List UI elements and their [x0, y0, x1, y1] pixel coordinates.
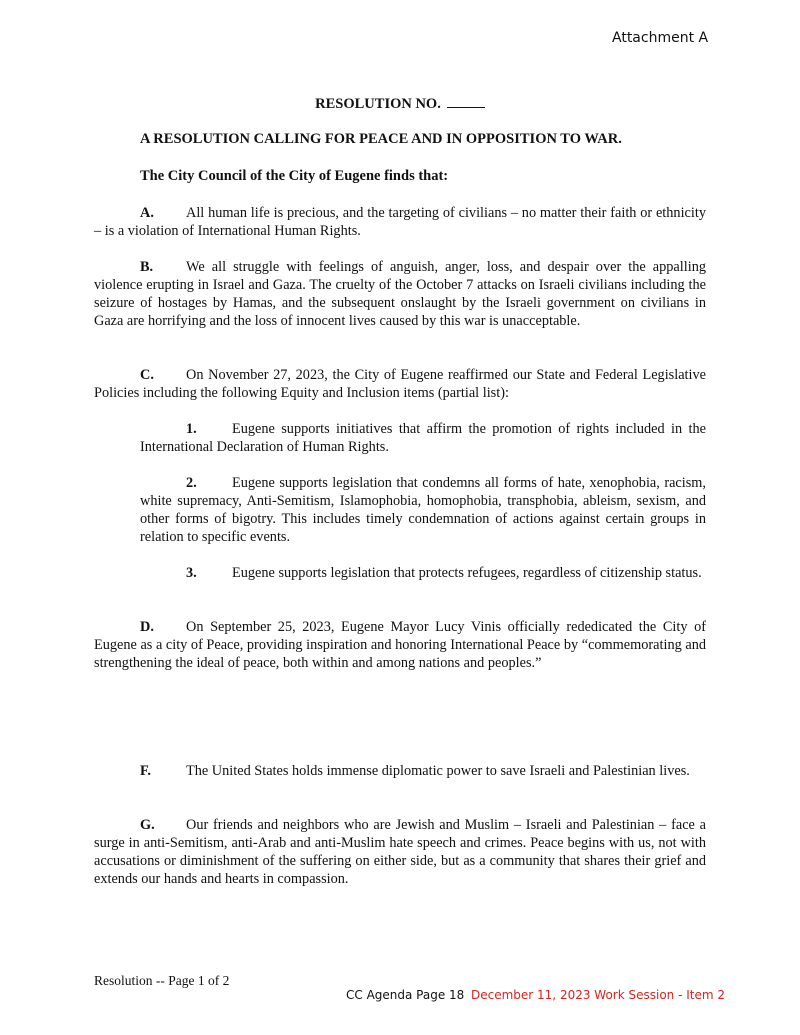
paragraph-text: Our friends and neighbors who are Jewish and Muslim – Israeli and Palestinian – face a surge in anti-Semitism, anti-Arab and anti-Muslim hate speech and crimes. Peace begins with us, not with accusations or diminishment of the suffering on either side, but as a community that shares their grief and extends our hands and hearts in compassion. [94, 817, 706, 887]
paragraph-label: D. [140, 619, 154, 635]
list-item-text: Eugene supports legislation that protects refugees, regardless of citizenship status. [232, 565, 702, 581]
list-item-text: Eugene supports legislation that condemns all forms of hate, xenophobia, racism, white supremacy, Anti-Semitism, Islamophobia, homophobia, transphobia, ableism, sexism, and other forms of bigotry. This includes timely condemnation of actions against certain groups in relation to specific events. [140, 475, 706, 545]
paragraph-a [94, 204, 706, 240]
paragraph-label: B. [140, 259, 154, 275]
paragraph-label: A. [140, 205, 154, 221]
paragraph-g [94, 816, 706, 888]
list-item-text: Eugene supports initiatives that affirm the promotion of rights included in the International Declaration of Human Rights. [140, 421, 706, 455]
list-item-number: 2. [186, 475, 197, 491]
list-item-number: 1. [186, 421, 197, 437]
attachment-label: Attachment A [612, 30, 709, 46]
page-footer: Resolution -- Page 1 of 2 [94, 973, 230, 988]
resolution-title [0, 95, 800, 113]
paragraph-text: We all struggle with feelings of anguish, anger, loss, and despair over the appalling violence erupting in Israel and Gaza. The cruelty of the October 7 attacks on Israeli civilians including the seizure of hostages by Hamas, and the subsequent onslaught by the Israeli government on civilians in Gaza are horrifying and the loss of innocent lives caused by this war is unacceptable. [94, 259, 706, 329]
paragraph-text: On November 27, 2023, the City of Eugene reaffirmed our State and Federal Legislative Policies including the following Equity and Inclusion items (partial list): [94, 367, 706, 401]
paragraph-d [94, 618, 706, 672]
paragraph-text: The United States holds immense diplomatic power to save Israeli and Palestinian lives. [186, 763, 690, 779]
paragraph-c [94, 366, 706, 402]
resolution-number-blank [447, 95, 485, 108]
paragraph-label: C. [140, 367, 154, 383]
resolution-title-text: RESOLUTION NO. [315, 96, 441, 112]
paragraph-label: F. [140, 763, 151, 779]
paragraph-label: G. [140, 817, 155, 833]
paragraph-text: All human life is precious, and the targeting of civilians – no matter their faith or ethnicity – is a violation of International Human Rights. [94, 205, 706, 239]
list-item-number: 3. [186, 565, 197, 581]
paragraph-text: On September 25, 2023, Eugene Mayor Lucy Vinis officially rededicated the City of Eugene as a city of Peace, providing inspiration and honoring International Peace by “commemorating and strengthening the ideal of peace, both within and among nations and peoples.” [94, 619, 706, 671]
paragraph-f [94, 762, 706, 780]
agenda-page-label: CC Agenda Page 18 [346, 988, 465, 1002]
list-item-1 [140, 420, 706, 456]
resolution-subtitle: A RESOLUTION CALLING FOR PEACE AND IN OPPOSITION TO WAR. [140, 131, 622, 147]
list-item-2 [140, 474, 706, 546]
paragraph-b [94, 258, 706, 330]
work-session-label: December 11, 2023 Work Session - Item 2 [471, 988, 726, 1002]
list-item-3 [140, 564, 706, 582]
findings-heading: The City Council of the City of Eugene finds that: [140, 168, 449, 184]
